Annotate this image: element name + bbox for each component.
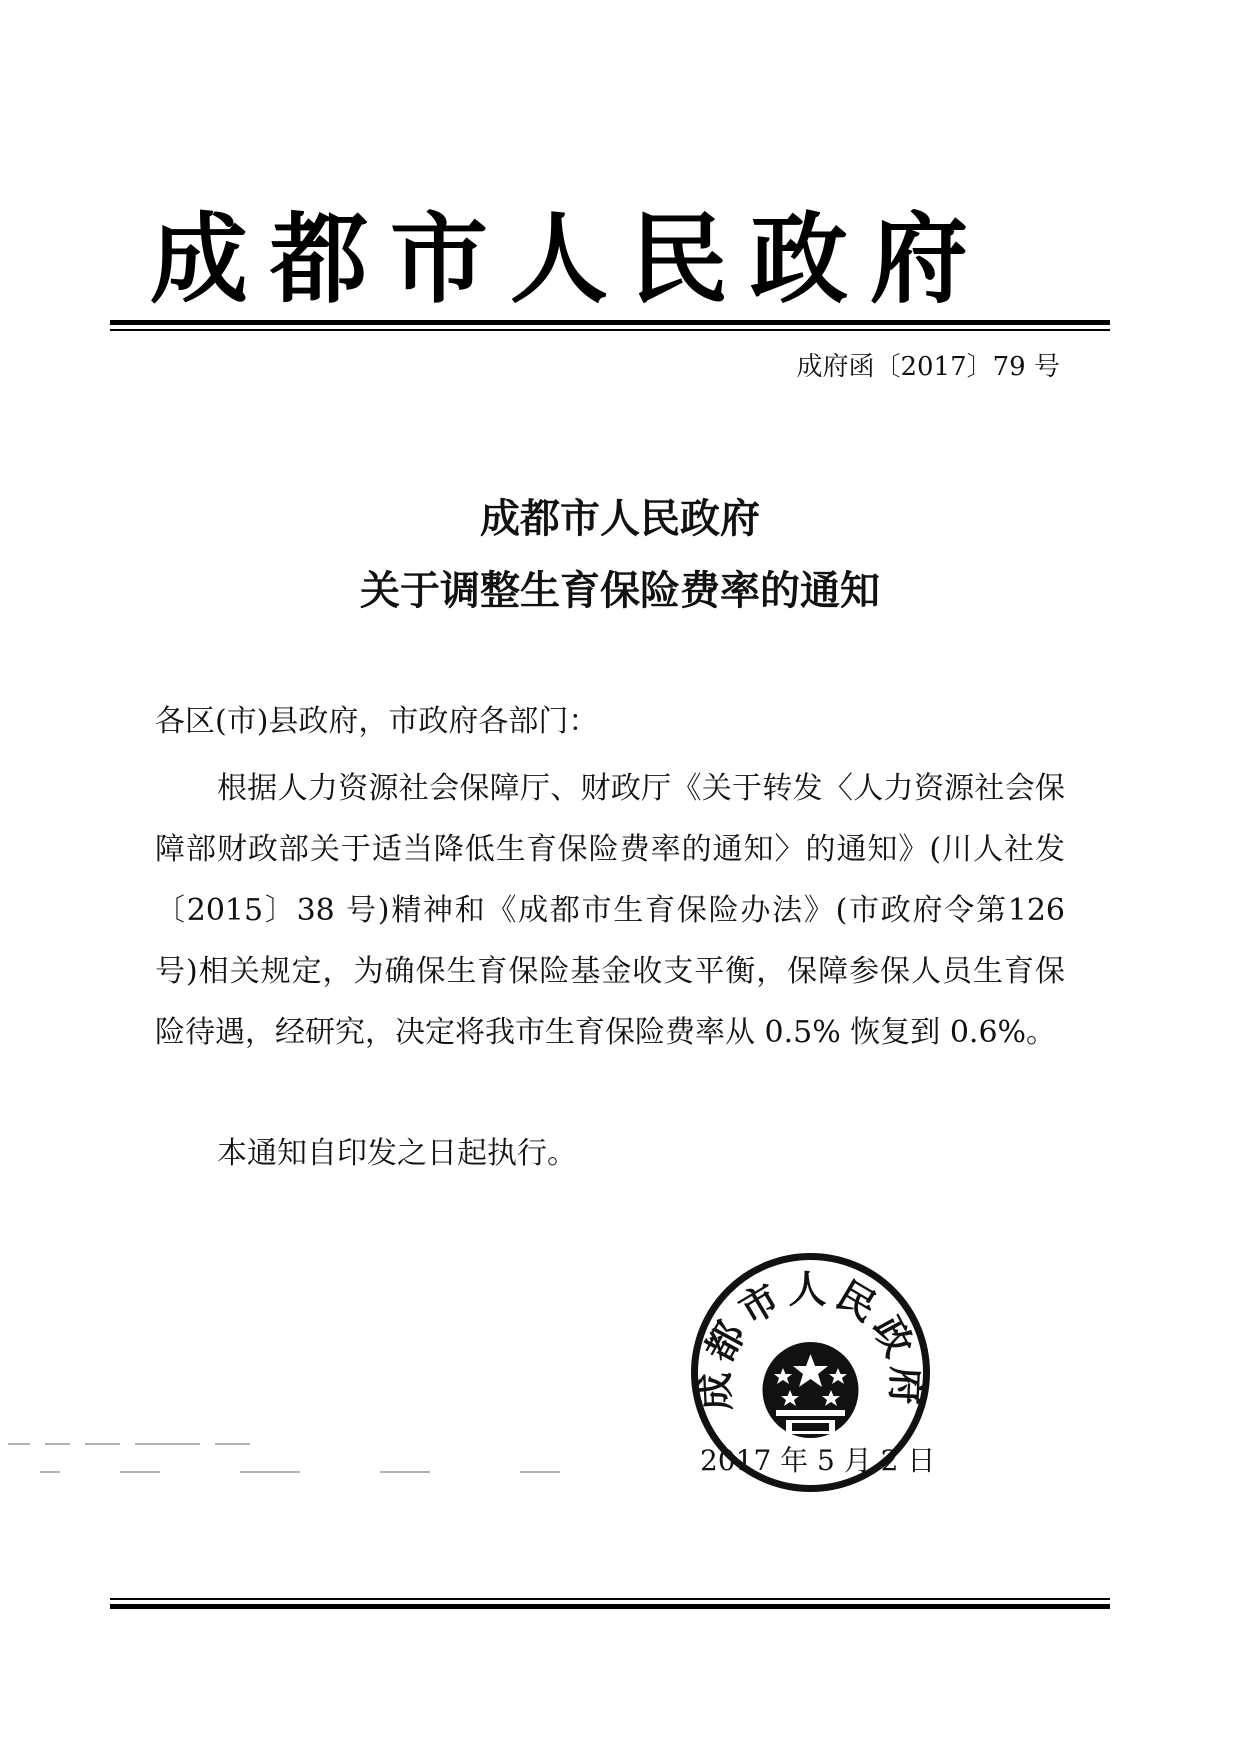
document-title-line-1: 成都市人民政府 [480,496,760,542]
signing-date: 2017 年 5 月 2 日 [700,1444,936,1477]
letterhead-rule-thin [110,329,1110,331]
addressee: 各区(市)县政府，市政府各部门： [155,704,599,739]
document-number: 成府函〔2017〕79 号 [796,352,1060,382]
scan-artifact-dashes [0,1440,1240,1480]
closing-sentence: 本通知自印发之日起执行。 [217,1136,577,1171]
document-title-line-2: 关于调整生育保险费率的通知 [360,568,880,614]
body-paragraph: 根据人力资源社会保障厅、财政厅《关于转发〈人力资源社会保障部财政部关于适当降低生育保险费率的通知〉的通知》(川人社发〔2015〕38 号)精神和《成都市生育保险办法》(市政府令第126 号)相关规定，为确保生育保险基金收支平衡，保障参保人员生育保险待遇，经研究，决定将我市生育保险费率从 0.5% 恢复到 0.6%。 [155,771,1065,1050]
letterhead-title: 成都市人民政府 [150,203,991,317]
seal-text: 成都市人民政府 [692,1267,929,1412]
letterhead-rule-thick [110,320,1110,325]
body-text [155,758,1065,1063]
national-emblem-icon [763,1342,859,1438]
footer-rule-thick [110,1604,1110,1609]
footer-rule-thin [110,1598,1110,1600]
